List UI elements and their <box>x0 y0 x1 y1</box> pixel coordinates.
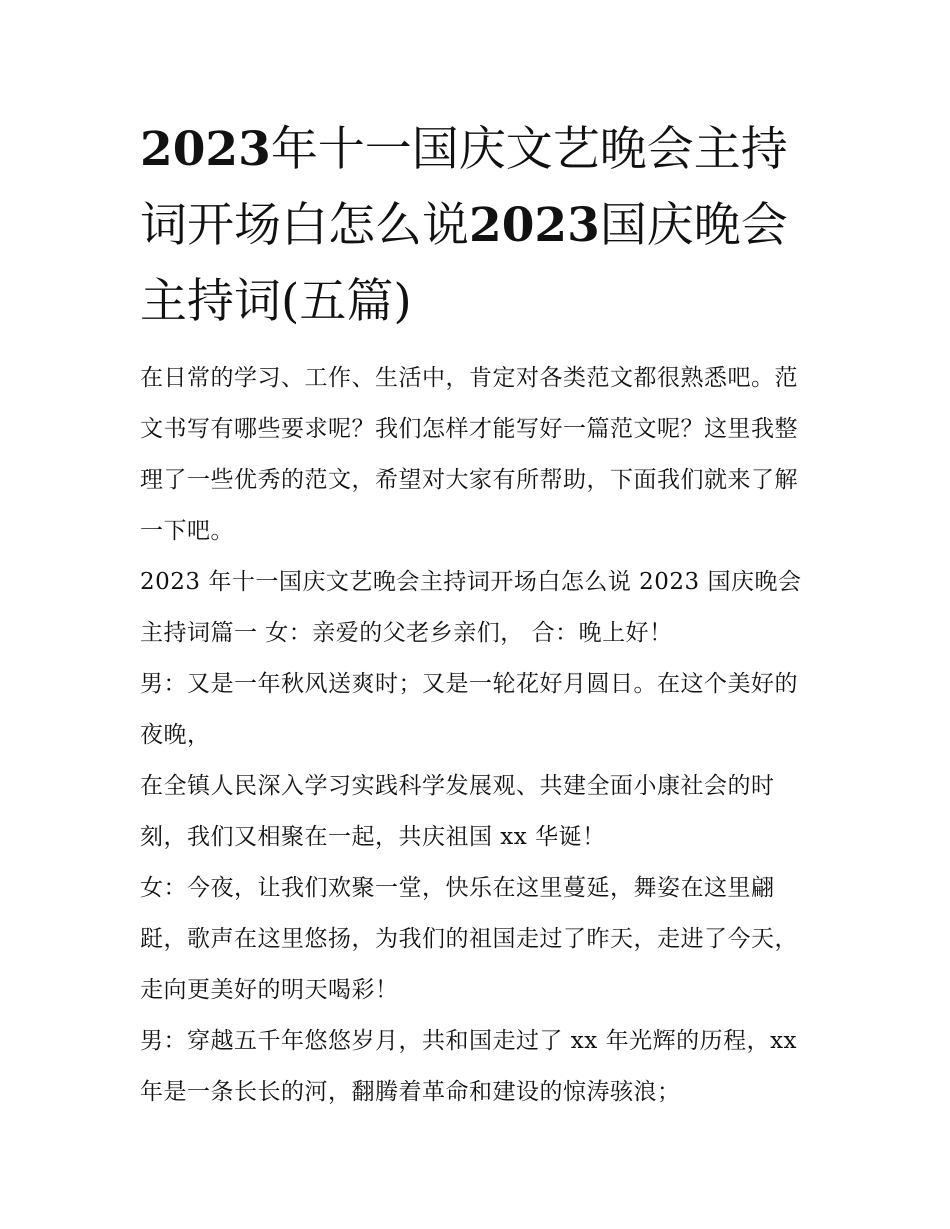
document-title <box>140 112 820 340</box>
title-part: 2023 <box>469 198 600 253</box>
intro-paragraph: 在日常的学习、工作、生活中，肯定对各类范文都很熟悉吧。范文书写有哪些要求呢？我们怎样才能写好一篇范文呢？这里我整理了一些优秀的范文，希望对大家有所帮助，下面我们就来了解一下吧。 <box>140 365 798 544</box>
body-paragraph: 男：穿越五千年悠悠岁月，共和国走过了 xx 年光辉的历程，xx 年是一条长长的河，翻腾着革命和建设的惊涛骇浪； <box>140 1028 798 1105</box>
body-paragraph: 在全镇人民深入学习实践科学发展观、共建全面小康社会的时刻，我们又相聚在一起，共庆祖国 xx 华诞！ <box>140 773 775 850</box>
body-paragraph: 男：又是一年秋风送爽时；又是一轮花好月圆日。在这个美好的夜晚， <box>140 671 798 748</box>
body-paragraph: 女：今夜，让我们欢聚一堂，快乐在这里蔓延，舞姿在这里翩跹，歌声在这里悠扬，为我们的祖国走过了昨天，走进了今天，走向更美好的明天喝彩！ <box>140 875 798 1003</box>
title-part: 国庆晚会主持词(五篇) <box>140 198 788 329</box>
section-heading-paragraph: 2023 年十一国庆文艺晚会主持词开场白怎么说 2023 国庆晚会主持词篇一 女：亲爱的父老乡亲们， 合：晚上好！ <box>140 569 802 646</box>
document-body <box>140 353 820 1118</box>
title-part: 2023 <box>140 122 271 177</box>
title-part: 年十一国庆文艺晚会主持词开场白怎么说 <box>140 122 788 253</box>
